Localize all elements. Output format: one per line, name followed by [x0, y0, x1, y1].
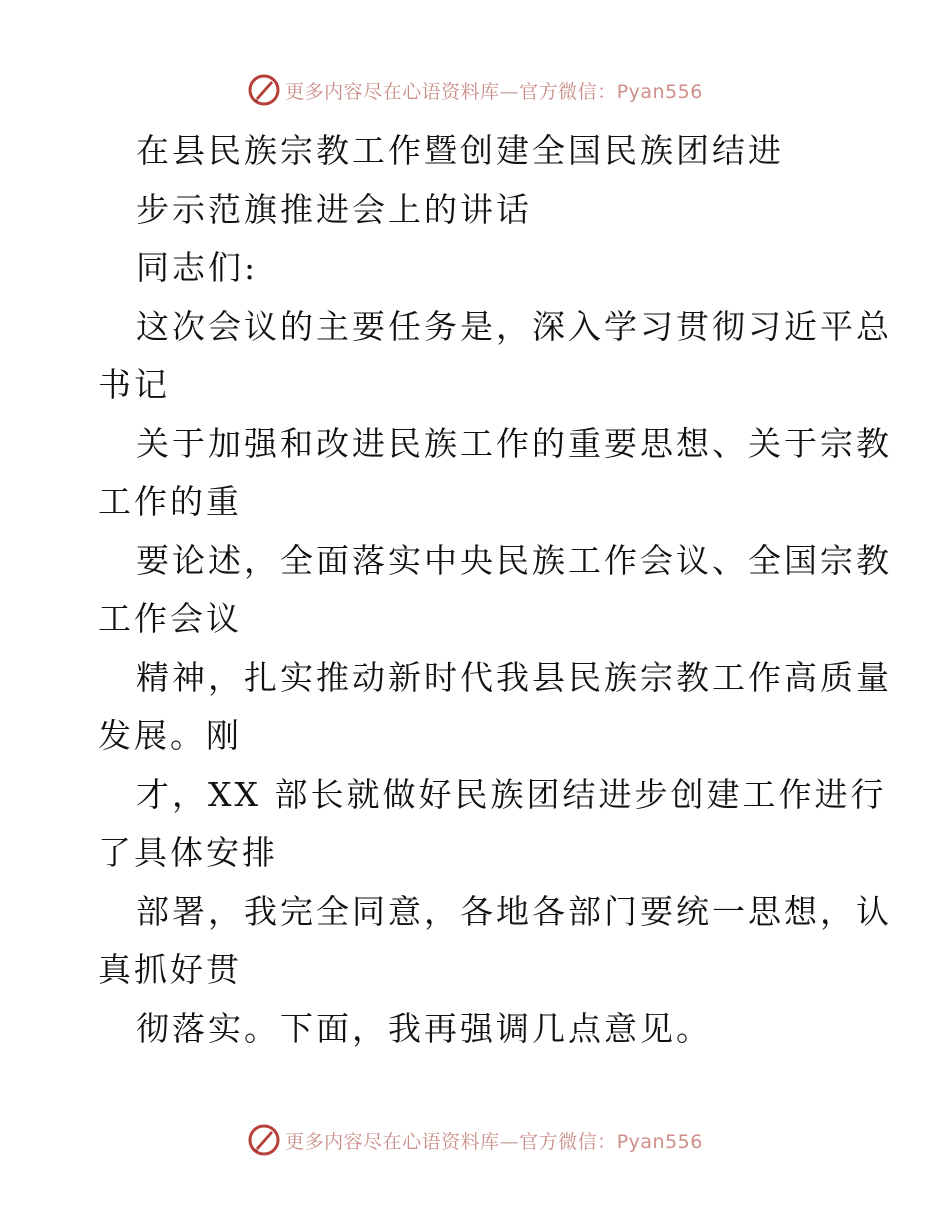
paragraph-line: 工作会议 [98, 599, 242, 638]
header-watermark [0, 70, 950, 110]
paragraph-line: 工作的重 [98, 482, 242, 521]
paragraph-line: 真抓好贯 [98, 950, 242, 989]
document-body [98, 122, 892, 1058]
paragraph-line: 部署，我完全同意，各地各部门要统一思想，认 [136, 891, 892, 931]
paragraph-line: 书记 [98, 365, 170, 404]
document-title-line-1: 在县民族宗教工作暨创建全国民族团结进 [136, 131, 784, 170]
paragraph-line: 关于加强和改进民族工作的重要思想、关于宗教 [136, 423, 892, 463]
paragraph-line: 发展。刚 [98, 716, 242, 755]
watermark-text: 更多内容尽在心语资料库—官方微信：Pyan556 [285, 80, 703, 103]
document-title-line-2: 步示范旗推进会上的讲话 [136, 189, 532, 229]
quill-seal-icon [247, 1123, 281, 1157]
paragraph-line: 了具体安排 [98, 833, 278, 872]
paragraph-line: 要论述，全面落实中央民族工作会议、全国宗教 [136, 540, 892, 580]
quill-seal-icon [247, 73, 281, 107]
paragraph-line: 才，XX 部长就做好民族团结进步创建工作进行 [136, 774, 887, 814]
paragraph-line: 这次会议的主要任务是，深入学习贯彻习近平总 [136, 306, 892, 346]
paragraph-line: 精神，扎实推动新时代我县民族宗教工作高质量 [136, 657, 892, 697]
footer-watermark [0, 1120, 950, 1160]
salutation: 同志们: [136, 248, 259, 287]
watermark-text: 更多内容尽在心语资料库—官方微信：Pyan556 [285, 1130, 703, 1153]
paragraph-line: 彻落实。下面，我再强调几点意见。 [136, 1008, 712, 1048]
